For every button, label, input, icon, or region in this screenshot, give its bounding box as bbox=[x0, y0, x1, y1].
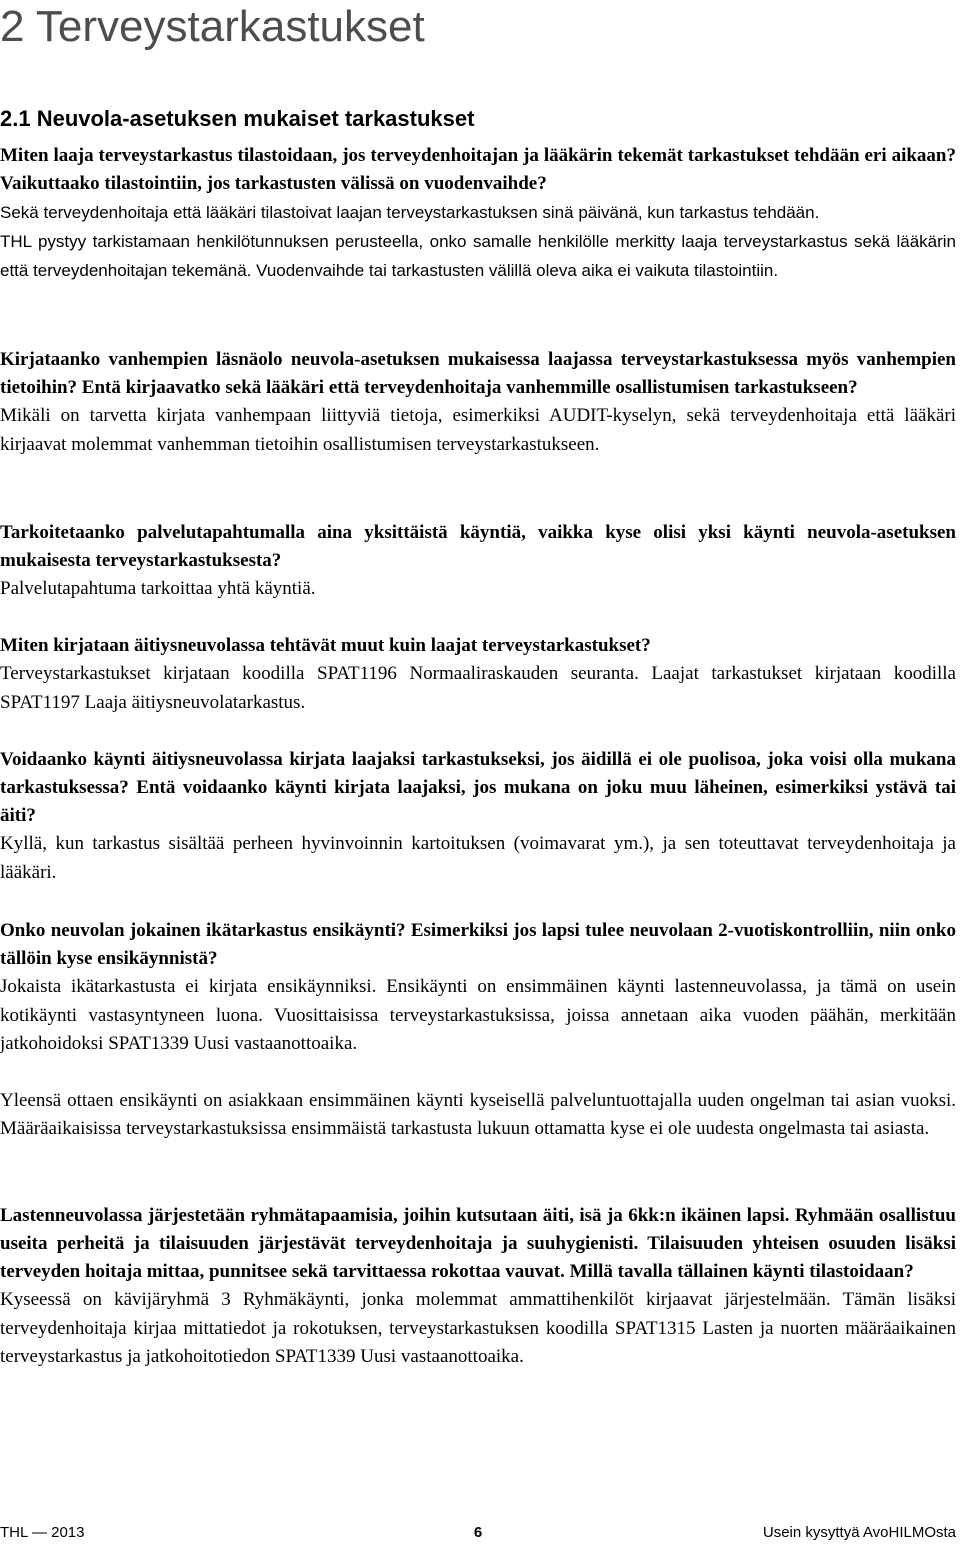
section-title: 2.1 Neuvola-asetuksen mukaiset tarkastukset bbox=[0, 106, 475, 131]
question-7: Lastenneuvolassa järjestetään ryhmätapaamisia, joihin kutsutaan äiti, isä ja 6kk:n ikäinen lapsi. Ryhmään osallistuu useita perheitä ja tilaisuuden järjestävät terveydenhoitaja ja suuhygienisti. Tilaisuuden yhteisen osuuden lisäksi terveyden hoitaja mittaa, punnitsee sekä tarvittaessa rokottaa vauvat. Millä tavalla tällainen käynti tilastoidaan? bbox=[0, 1205, 956, 1282]
footer-document-title: Usein kysyttyä AvoHILMOsta bbox=[762, 1524, 956, 1541]
page-footer bbox=[0, 1522, 956, 1544]
answer-1-lead: Sekä terveydenhoitaja että lääkäri tilastoivat laajan terveystarkastuksen sinä päivänä, kun tarkastus tehdään. bbox=[0, 203, 820, 222]
answer-2: Mikäli on tarvetta kirjata vanhempaan liittyviä tietoja, esimerkiksi AUDIT-kyselyn, sekä terveydenhoitaja että lääkäri kirjaavat molemmat vanhemman tietoihin osallistumisen terveystarkastukseen. bbox=[0, 405, 956, 455]
answer-1: THL pystyy tarkistamaan henkilötunnuksen perusteella, onko samalle henkilölle merkitty laaja terveystarkastus sekä lääkärin että terveydenhoitajan tekemänä. Vuodenvaihde tai tarkastusten välillä oleva aika ei vaikuta tilastointiin. bbox=[0, 232, 956, 280]
qa-item-1 bbox=[0, 142, 956, 285]
chapter-title: 2 Terveystarkastukset bbox=[0, 2, 425, 51]
footer-publisher: THL — 2013 bbox=[0, 1524, 85, 1541]
qa-item-2 bbox=[0, 346, 956, 459]
qa-item-6 bbox=[0, 917, 956, 1144]
answer-6-extra: Yleensä ottaen ensikäynti on asiakkaan ensimmäinen käynti kyseisellä palveluntuottajalla uuden ongelman tai asian vuoksi. Määräaikaisissa terveystarkastuksissa ensimmäistä tarkastusta lukuun ottamatta kyse ei ole uudesta ongelmasta tai asiasta. bbox=[0, 1089, 956, 1139]
answer-7: Kyseessä on kävijäryhmä 3 Ryhmäkäynti, jonka molemmat ammattihenkilöt kirjaavat järjestelmään. Tämän lisäksi terveydenhoitaja kirjaa mittatiedot ja rokotuksen, terveystarkastuksen koodilla SPAT1315 Lasten ja nuorten määräaikainen terveystarkastus ja jatkohoitotiedon SPAT1339 Uusi vastaanottoaika. bbox=[0, 1289, 956, 1367]
question-3: Tarkoitetaanko palvelutapahtumalla aina yksittäistä käyntiä, vaikka kyse olisi yksi käynti neuvola-asetuksen mukaisesta terveystarkastuksesta? bbox=[0, 522, 956, 571]
question-6: Onko neuvolan jokainen ikätarkastus ensikäynti? Esimerkiksi jos lapsi tulee neuvolaan 2-vuotiskontrolliin, niin onko tällöin kyse ensikäynnistä? bbox=[0, 920, 956, 969]
qa-item-7 bbox=[0, 1202, 956, 1372]
qa-item-5 bbox=[0, 746, 956, 887]
question-4: Miten kirjataan äitiysneuvolassa tehtävät muut kuin laajat terveystarkastukset? bbox=[0, 635, 651, 656]
qa-item-3 bbox=[0, 519, 956, 604]
question-5: Voidaanko käynti äitiysneuvolassa kirjata laajaksi tarkastukseksi, jos äidillä ei ole puolisoa, joka voisi olla mukana tarkastuksessa? Entä voidaanko käynti kirjata laajaksi, jos mukana on joku muu läheinen, esimerkiksi ystävä tai äiti? bbox=[0, 749, 956, 826]
question-2: Kirjataanko vanhempien läsnäolo neuvola-asetuksen mukaisessa laajassa terveystarkastuksessa myös vanhempien tietoihin? Entä kirjaavatko sekä lääkäri että terveydenhoitaja vanhemmille osallistumisen tarkastukseen? bbox=[0, 349, 956, 398]
qa-item-4 bbox=[0, 632, 956, 717]
answer-4: Terveystarkastukset kirjataan koodilla SPAT1196 Normaaliraskauden seuranta. Laajat tarkastukset kirjataan koodilla SPAT1197 Laaja äitiysneuvolatarkastus. bbox=[0, 663, 956, 713]
answer-6: Jokaista ikätarkastusta ei kirjata ensikäynniksi. Ensikäynti on ensimmäinen käynti lastenneuvolassa, ja tämä on usein kotikäynti vastasyntyneen luona. Vuosittaisissa terveystarkastuksissa, joissa annetaan aika vuoden päähän, merkitään jatkohoidoksi SPAT1339 Uusi vastaanottoaika. bbox=[0, 976, 956, 1054]
answer-5: Kyllä, kun tarkastus sisältää perheen hyvinvoinnin kartoituksen (voimavarat ym.), ja sen toteuttavat terveydenhoitaja ja lääkäri. bbox=[0, 833, 956, 883]
question-1: Miten laaja terveystarkastus tilastoidaan, jos terveydenhoitajan ja lääkärin tekemät tarkastukset tehdään eri aikaan? Vaikuttaako tilastointiin, jos tarkastusten välissä on vuodenvaihde? bbox=[0, 145, 956, 194]
answer-3: Palvelutapahtuma tarkoittaa yhtä käyntiä. bbox=[0, 578, 316, 599]
footer-page-number: 6 bbox=[473, 1524, 483, 1541]
